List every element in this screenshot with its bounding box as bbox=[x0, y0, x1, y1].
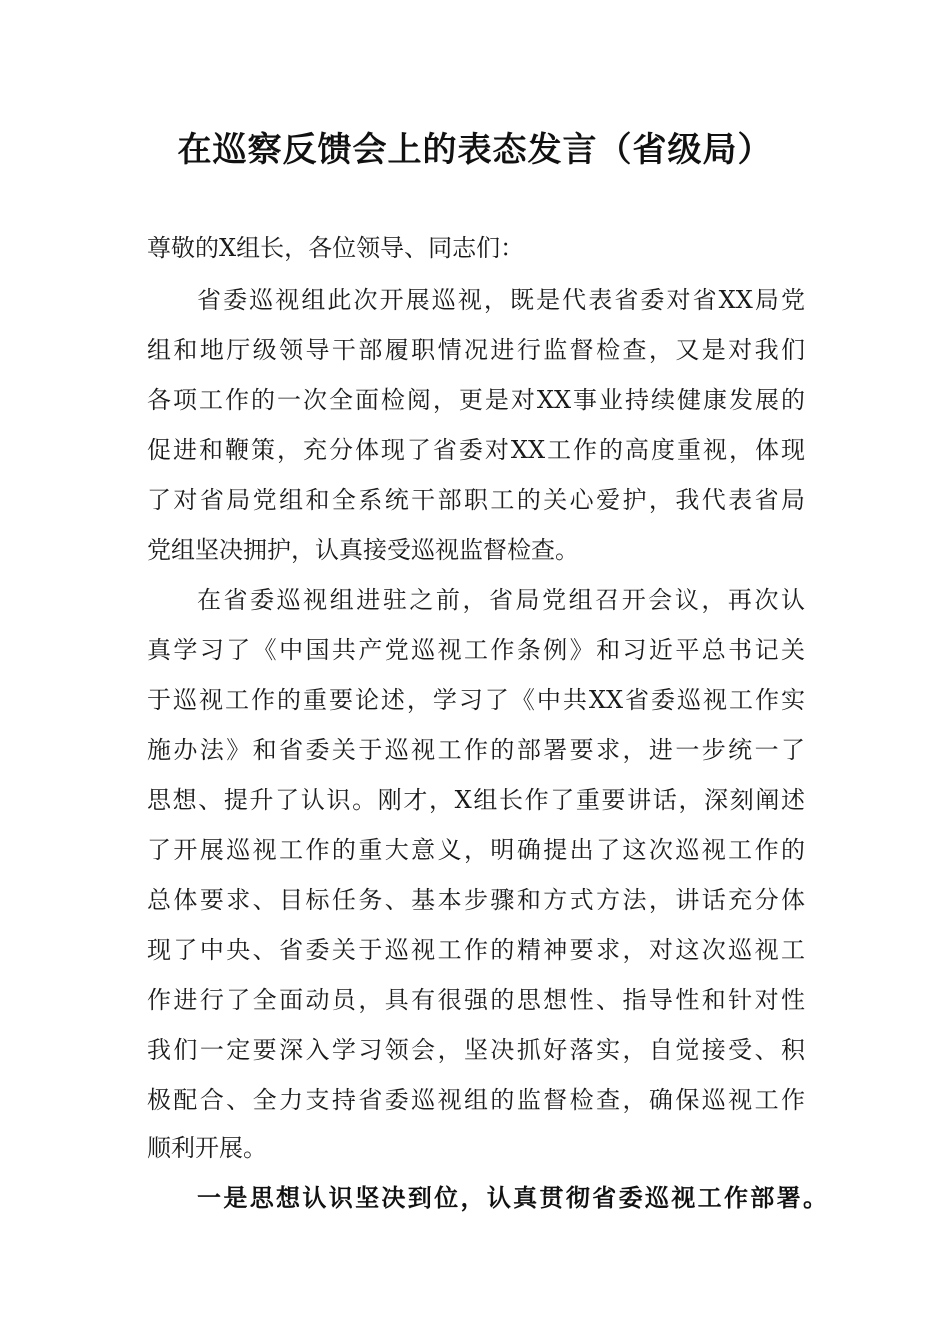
paragraph-1-line-3: 各项工作的一次全面检阅，更是对XX事业持续健康发展的 bbox=[147, 386, 805, 414]
paragraph-2-line-10: 我们一定要深入学习领会，坚决抓好落实，自觉接受、积 bbox=[147, 1036, 805, 1064]
paragraph-2-line-6: 了开展巡视工作的重大意义，明确提出了这次巡视工作的 bbox=[147, 836, 805, 864]
paragraph-2-line-2: 真学习了《中国共产党巡视工作条例》和习近平总书记关 bbox=[147, 636, 805, 664]
paragraph-2-line-4: 施办法》和省委关于巡视工作的部署要求，进一步统一了 bbox=[147, 736, 805, 764]
paragraph-2-line-11: 极配合、全力支持省委巡视组的监督检查，确保巡视工作 bbox=[147, 1086, 805, 1114]
paragraph-1-line-5: 了对省局党组和全系统干部职工的关心爱护，我代表省局 bbox=[147, 486, 805, 514]
paragraph-2-line-3: 于巡视工作的重要论述，学习了《中共XX省委巡视工作实 bbox=[147, 686, 805, 714]
paragraph-2-line-1: 在省委巡视组进驻之前，省局党组召开会议，再次认 bbox=[197, 586, 805, 614]
paragraph-2-line-12: 顺利开展。 bbox=[147, 1134, 267, 1162]
paragraph-2-line-7: 总体要求、目标任务、基本步骤和方式方法，讲话充分体 bbox=[147, 886, 805, 914]
paragraph-2-line-5: 思想、提升了认识。刚才，X组长作了重要讲话，深刻阐述 bbox=[147, 786, 805, 814]
paragraph-1-line-4: 促进和鞭策，充分体现了省委对XX工作的高度重视，体现 bbox=[147, 436, 805, 464]
paragraph-2-line-8: 现了中央、省委关于巡视工作的精神要求，对这次巡视工 bbox=[147, 936, 805, 964]
paragraph-2-line-9: 作进行了全面动员，具有很强的思想性、指导性和针对性 bbox=[147, 986, 805, 1014]
paragraph-1-line-1: 省委巡视组此次开展巡视，既是代表省委对省XX局党 bbox=[197, 286, 805, 314]
salutation: 尊敬的X组长，各位领导、同志们： bbox=[147, 234, 525, 262]
paragraph-1-line-6: 党组坚决拥护，认真接受巡视监督检查。 bbox=[147, 536, 579, 564]
document-title: 在巡察反馈会上的表态发言（省级局） bbox=[177, 130, 773, 170]
section-heading-1: 一是思想认识坚决到位，认真贯彻省委巡视工作部署。 bbox=[197, 1184, 827, 1212]
paragraph-1-line-2: 组和地厅级领导干部履职情况进行监督检查，又是对我们 bbox=[147, 336, 805, 364]
